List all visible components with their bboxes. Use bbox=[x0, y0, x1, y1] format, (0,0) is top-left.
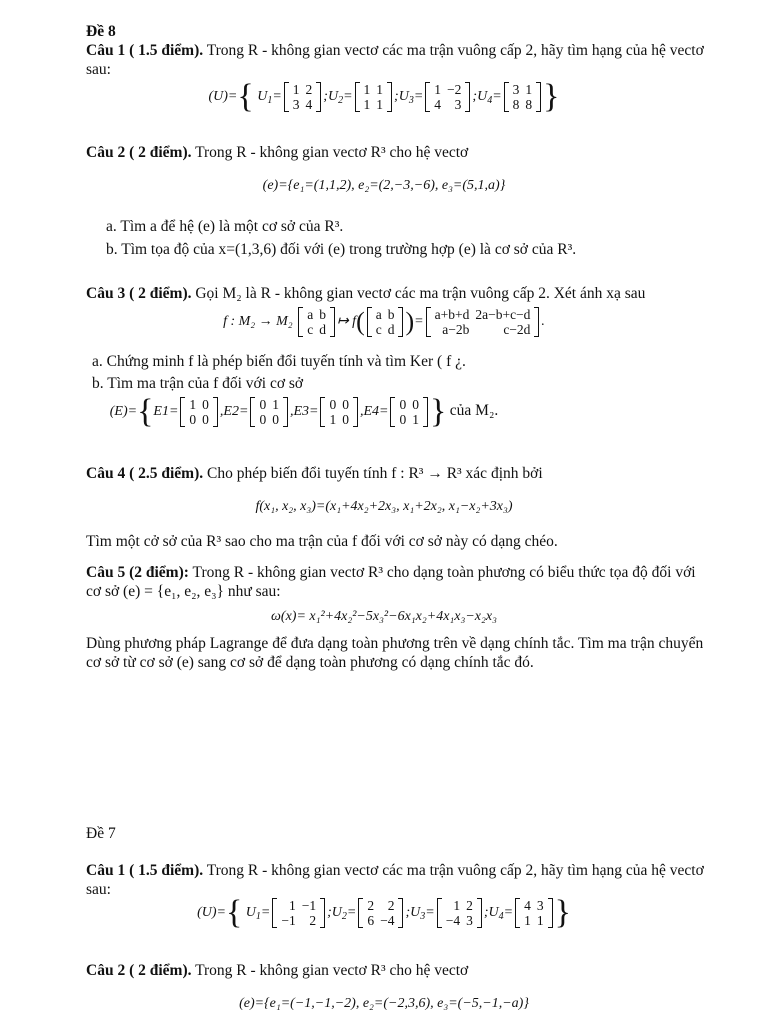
matrix-cell: a−2b bbox=[442, 322, 470, 337]
matrix-cell: 1 bbox=[288, 898, 296, 913]
matrix-cell: 0 bbox=[259, 397, 267, 412]
matrix-cell: −4 bbox=[445, 913, 461, 928]
matrix-cell: 0 bbox=[202, 412, 209, 427]
matrix-cell: 0 bbox=[189, 412, 197, 427]
matrix-label: $U_3=$ bbox=[398, 89, 424, 107]
matrix bbox=[504, 82, 542, 112]
matrix-cell: 2 bbox=[309, 913, 317, 928]
matrix-cell: 0 bbox=[202, 397, 209, 412]
matrix bbox=[437, 898, 482, 928]
matrix bbox=[426, 307, 540, 337]
map-prefix: f : M₂ → M₂ bbox=[223, 314, 293, 330]
matrix-cell: 3 bbox=[466, 913, 473, 928]
question-2-de8 bbox=[86, 143, 706, 162]
matrix-cell: 4 bbox=[305, 97, 313, 112]
matrix-cell: a+b+d bbox=[434, 307, 470, 322]
matrix-cell: −2 bbox=[447, 82, 462, 97]
matrix-cell: b bbox=[387, 307, 395, 322]
question-5-text: Trong R - không gian vectơ R³ cho dạng toàn phương có biểu thức tọa độ đối với cơ sở (e) = {e₁, e₂, e₃} như sau: bbox=[86, 564, 696, 600]
matrix-cell: 2a−b+c−d bbox=[475, 307, 531, 322]
quadratic-form-formula: ω(x)= x₁²+4x₂²−5x₃²−6x₁x₂+4x₁x₃−x₂x₃ bbox=[271, 609, 497, 624]
matrix-cell: 0 bbox=[399, 397, 407, 412]
matrix-cell: c bbox=[307, 322, 314, 337]
exam-title-de7: Đề 7 bbox=[86, 825, 116, 842]
question-2-text: Trong R - không gian vectơ R³ cho hệ vectơ bbox=[195, 962, 469, 979]
formula-label: (U)= bbox=[208, 89, 238, 105]
matrix-label: $U_4=$ bbox=[477, 89, 502, 107]
matrix-cell: c−2d bbox=[503, 322, 531, 337]
question-3-head: Câu 3 ( 2 điểm). bbox=[86, 285, 192, 302]
formula-label: (U)= bbox=[197, 905, 226, 921]
question-1-head: Câu 1 ( 1.5 điểm). bbox=[86, 862, 204, 879]
question-4-after: Tìm một cở sở của R³ sao cho ma trận của f đối với cơ sở này có dạng chéo. bbox=[86, 533, 558, 550]
matrix-cell: 4 bbox=[524, 898, 531, 913]
question-2-head: Câu 2 ( 2 điểm). bbox=[86, 144, 192, 161]
matrix-cell: 1 bbox=[525, 82, 533, 97]
question-1-de7 bbox=[86, 861, 706, 899]
matrix-label: E4= bbox=[363, 404, 389, 420]
matrix-system-de8: (U)={ $U_1=$ 1 2 3 4 $;U_2=$ 1 1 1 1 $;U_3=$ 1 −2 4 3 $;U_4=$ 3 1 8 8 } bbox=[208, 78, 560, 115]
matrix bbox=[355, 82, 393, 112]
matrix bbox=[367, 307, 404, 337]
matrix bbox=[358, 898, 403, 928]
matrix-cell: 1 bbox=[363, 82, 371, 97]
matrix-label: E1= bbox=[153, 404, 179, 420]
matrix-label: $U_3=$ bbox=[410, 905, 435, 923]
basis-suffix: của M₂. bbox=[449, 402, 499, 420]
matrix bbox=[250, 397, 288, 427]
matrix-label: $U_4=$ bbox=[488, 905, 514, 923]
linear-map-formula: f : M₂ → M₂ a b c d ↦ f( a b c d )= a+b+d 2a−b+c−d a−2b c−2d . bbox=[223, 307, 545, 337]
matrix-cell: 4 bbox=[434, 97, 442, 112]
question-2-part-a: a. Tìm a để hệ (e) là một cơ sở của R³. bbox=[106, 218, 344, 235]
matrix bbox=[298, 307, 335, 337]
matrix-cell: 0 bbox=[329, 397, 337, 412]
matrix-cell: 1 bbox=[412, 412, 419, 427]
question-2-part-b: b. Tìm tọa độ của x=(1,3,6) đối với (e) trong trường hợp (e) là cơ sở của R³. bbox=[106, 241, 577, 258]
vector-system-formula-de8: (e)={e₁=(1,1,2), e₂=(2,−3,−6), e₃=(5,1,a)} bbox=[262, 178, 506, 193]
matrix-cell: 2 bbox=[367, 898, 375, 913]
matrix-label: E2= bbox=[223, 404, 249, 420]
question-5-after: Dùng phương pháp Lagrange để đưa dạng toàn phương trên về dạng chính tắc. Tìm ma trận chuyển cơ sở từ cơ sở (e) sang cơ sở để dạng toàn phương có dạng chính tắc đó. bbox=[86, 635, 704, 671]
matrix bbox=[425, 82, 470, 112]
matrix-cell: 8 bbox=[525, 97, 533, 112]
matrix-cell: 1 bbox=[524, 913, 531, 928]
matrix-cell: 1 bbox=[376, 82, 384, 97]
question-3-text: Gọi M₂ là R - không gian vectơ các ma trận vuông cấp 2. Xét ánh xạ sau bbox=[195, 285, 646, 302]
matrix-cell: c bbox=[375, 322, 382, 337]
matrix-cell: 3 bbox=[536, 898, 544, 913]
question-2-text: Trong R - không gian vectơ R³ cho hệ vectơ bbox=[195, 144, 469, 161]
matrix-cell: 3 bbox=[454, 97, 462, 112]
matrix bbox=[284, 82, 322, 112]
matrix-cell: 0 bbox=[272, 412, 279, 427]
question-3-de8 bbox=[86, 284, 706, 303]
matrix-label: $U_1=$ bbox=[245, 905, 271, 923]
matrix-cell: b bbox=[319, 307, 326, 322]
matrix-cell: 1 bbox=[189, 397, 197, 412]
matrix-cell: 0 bbox=[342, 397, 349, 412]
matrix-cell: 2 bbox=[305, 82, 313, 97]
matrix-cell: −1 bbox=[301, 898, 317, 913]
matrix-cell: 3 bbox=[512, 82, 520, 97]
question-4-de8 bbox=[86, 464, 706, 483]
matrix-cell: 2 bbox=[466, 898, 473, 913]
question-2-de7 bbox=[86, 961, 706, 980]
matrix-cell: −1 bbox=[281, 913, 296, 928]
matrix-cell: −4 bbox=[380, 913, 395, 928]
question-5-de8 bbox=[86, 563, 706, 601]
question-3-part-a: a. Chứng minh f là phép biến đổi tuyến tính và tìm Ker ( f ¿. bbox=[92, 353, 466, 370]
question-2-head: Câu 2 ( 2 điểm). bbox=[86, 962, 192, 979]
matrix-cell: a bbox=[307, 307, 314, 322]
matrix-cell: 0 bbox=[259, 412, 267, 427]
matrix-cell: d bbox=[319, 322, 326, 337]
matrix-label: E3= bbox=[293, 404, 319, 420]
question-5-head: Câu 5 (2 điểm): bbox=[86, 564, 189, 581]
question-1-de8 bbox=[86, 41, 706, 79]
exam-title-de8: Đề 8 bbox=[86, 23, 116, 40]
matrix-cell: 1 bbox=[292, 82, 300, 97]
matrix bbox=[320, 397, 358, 427]
matrix-system-de7: (U)={ $U_1=$ 1 −1 −1 2 $;U_2=$ 2 2 6 −4 $;U_3=$ 1 2 −4 3 $;U_4=$ 4 3 1 1 } bbox=[197, 894, 571, 931]
matrix-cell: 3 bbox=[292, 97, 300, 112]
matrix-cell: 8 bbox=[512, 97, 520, 112]
matrix bbox=[515, 898, 553, 928]
matrix bbox=[390, 397, 428, 427]
matrix-cell: 1 bbox=[363, 97, 371, 112]
matrix-cell: 0 bbox=[342, 412, 349, 427]
vector-system-formula-de7: (e)={e₁=(−1,−1,−2), e₂=(−2,3,6), e₃=(−5,−1,−a)} bbox=[239, 996, 529, 1011]
question-4-text: Cho phép biến đổi tuyến tính f : R³ → R³ xác định bởi bbox=[206, 465, 543, 482]
matrix-cell: 0 bbox=[412, 397, 419, 412]
question-1-text: Trong R - không gian vectơ các ma trận vuông cấp 2, hãy tìm hạng của hệ vectơ sau: bbox=[86, 862, 704, 898]
matrix-cell: 1 bbox=[329, 412, 337, 427]
matrix-cell: d bbox=[387, 322, 395, 337]
matrix-cell: 0 bbox=[399, 412, 407, 427]
matrix-cell: 1 bbox=[434, 82, 442, 97]
question-1-text: Trong R - không gian vectơ các ma trận vuông cấp 2, hãy tìm hạng của hệ vectơ sau: bbox=[86, 42, 704, 78]
matrix bbox=[272, 898, 325, 928]
matrix-label: $U_2=$ bbox=[331, 905, 357, 923]
matrix-cell: a bbox=[375, 307, 382, 322]
question-4-head: Câu 4 ( 2.5 điểm). bbox=[86, 465, 204, 482]
matrix bbox=[180, 397, 218, 427]
question-1-head: Câu 1 ( 1.5 điểm). bbox=[86, 42, 204, 59]
map-formula-q4: f(x₁, x₂, x₃)=(x₁+4x₂+2x₃, x₁+2x₂, x₁−x₂+3x₃) bbox=[255, 499, 513, 514]
matrix-label: $U_2=$ bbox=[327, 89, 353, 107]
question-3-part-b: b. Tìm ma trận của f đối với cơ sở bbox=[92, 375, 304, 392]
matrix-cell: 1 bbox=[536, 913, 544, 928]
matrix-cell: 1 bbox=[272, 397, 279, 412]
matrix-label: $U_1=$ bbox=[257, 89, 282, 107]
matrix-cell: 6 bbox=[367, 913, 375, 928]
basis-formula: (E)={E1= 1 0 0 0 ,E2= 0 1 0 0 ,E3= 0 0 1 0 ,E4= 0 0 0 1 } của M₂. bbox=[109, 393, 499, 430]
matrix-cell: 2 bbox=[387, 898, 395, 913]
matrix-cell: 1 bbox=[453, 898, 461, 913]
matrix-cell: 1 bbox=[376, 97, 384, 112]
